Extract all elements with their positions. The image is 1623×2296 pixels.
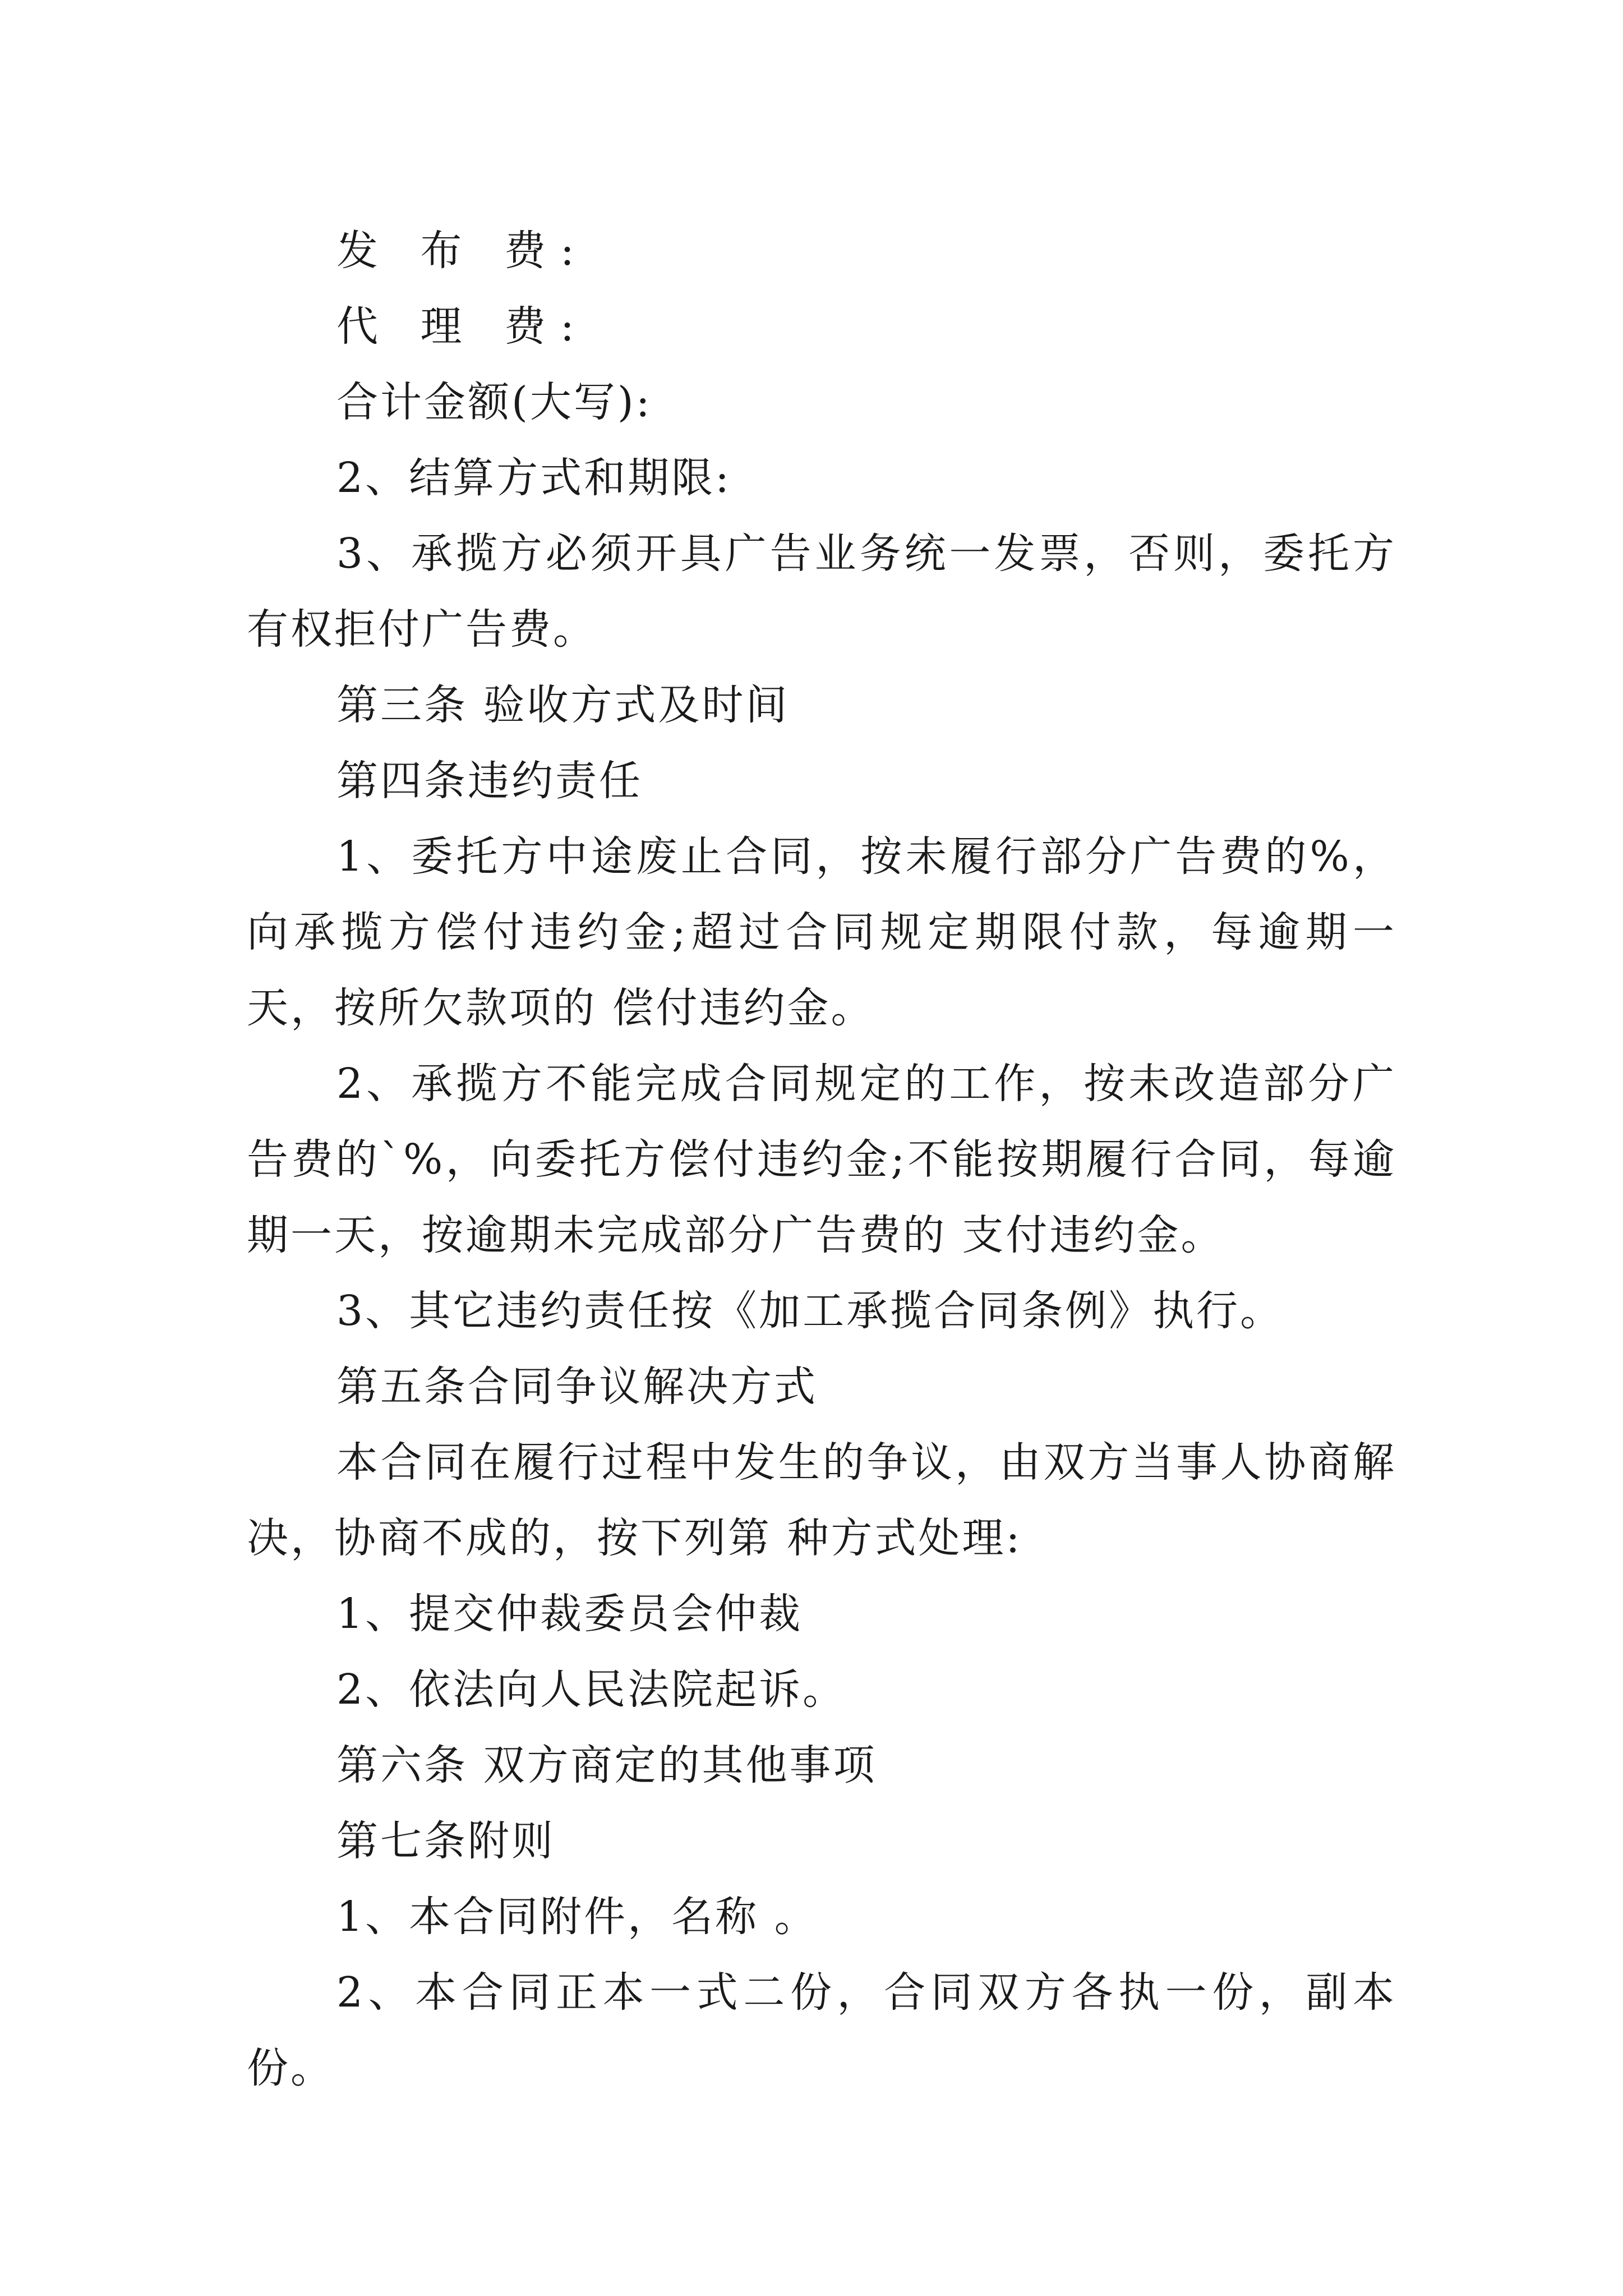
paragraph-contractor-breach: 2、承揽方不能完成合同规定的工作，按未改造部分广告费的`%，向委托方偿付违约金;不能按期履行合同，每逾期一天，按逾期未完成部分广告费的 支付违约金。 [247,1060,1396,1259]
paragraph-client-breach: 1、委托方中途废止合同，按未履行部分广告费的%，向承揽方偿付违约金;超过合同规定期限付款，每逾期一天，按所欠款项的 偿付违约金。 [247,832,1396,1032]
paragraph-attachments: 1、本合同附件，名称 。 [336,1893,818,1941]
document-body [247,213,1412,2106]
heading-article-7: 第七条附则 [336,1817,555,1865]
paragraph-other-liability: 3、其它违约责任按《加工承揽合同条例》执行。 [336,1287,1284,1335]
paragraph-dispute-resolution: 本合同在履行过程中发生的争议，由双方当事人协商解决，协商不成的，按下列第 种方式处理: [247,1438,1396,1562]
heading-article-3: 第三条 验收方式及时间 [336,681,790,729]
heading-article-4: 第四条违约责任 [336,757,643,805]
paragraph-litigation: 2、依法向人民法院起诉。 [336,1665,847,1714]
paragraph-arbitration: 1、提交仲裁委员会仲裁 [336,1590,803,1638]
paragraph-agency-fee: 代 理 费: [336,302,589,351]
paragraph-settlement-method: 2、结算方式和期限: [336,454,732,502]
paragraph-copies: 2、本合同正本一式二份，合同双方各执一份，副本 份。 [247,1968,1412,2092]
paragraph-invoice-requirement: 3、承揽方必须开具广告业务统一发票，否则，委托方有权拒付广告费。 [247,530,1396,654]
paragraph-total-amount: 合计金额(大写): [336,378,652,426]
heading-article-5: 第五条合同争议解决方式 [336,1363,818,1411]
heading-article-6: 第六条 双方商定的其他事项 [336,1741,877,1789]
paragraph-publication-fee: 发 布 费: [336,227,589,275]
